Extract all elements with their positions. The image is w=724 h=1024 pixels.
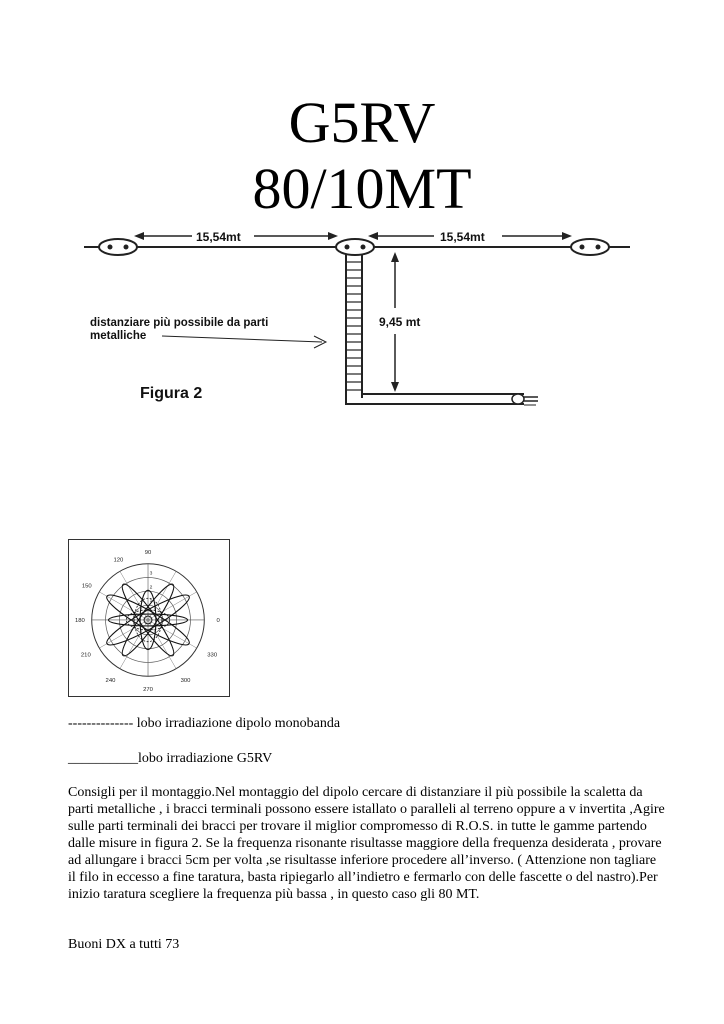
angle-label-120: 120 [113, 557, 124, 564]
right-length-label: 15,54mt [440, 230, 485, 244]
ladder-line [346, 254, 362, 398]
angle-label-300: 300 [180, 678, 191, 685]
right-insulator-icon [571, 239, 609, 255]
note-line1: distanziare più possibile da parti [90, 317, 269, 329]
center-insulator-icon [336, 239, 374, 255]
angle-label-150: 150 [81, 583, 92, 590]
legend-g5rv: __________lobo irradiazione G5RV [68, 751, 273, 766]
angle-label-0: 0 [216, 617, 220, 624]
figure-2-antenna-diagram [84, 222, 644, 522]
greeting: Buoni DX a tutti 73 [68, 937, 180, 952]
ladder-length-label: 9,45 mt [379, 315, 421, 329]
angle-label-270: 270 [143, 687, 153, 694]
angle-label-330: 330 [207, 652, 218, 659]
page-title-line2: 80/10MT [252, 156, 472, 221]
page-title-line1: G5RV [288, 90, 436, 155]
legend-monoband: -------------- lobo irradiazione dipolo monobanda [68, 716, 341, 731]
advice-paragraph: Consigli per il montaggio.Nel montaggio del dipolo cercare di distanziare il più possibile la scaletta da parti metalliche , i bracci terminali possono essere istallato o paralleli al terreno oppure a v invertita ,Agire sulle parti terminali dei bracci per trovare il miglior compromesso di R.O.S. in tutte le gamme partendo dalle misure in figura 2. Se la frequenza risonante risultasse maggiore della frequenza desiderata , provare ad allungare i bracci 5cm per volta ,se risultasse inferiore procedere all’inverso. ( Attenzione non tagliare il filo in eccesso a fine taratura, basta ripiegarlo all’indietro e fermarlo con delle fascette o del nastro).Per inizio taratura scegliere la frequenza più bassa , in questo caso gli 80 MT. [68, 785, 665, 902]
ring-label-2: 2 [149, 585, 153, 591]
angle-label-90: 90 [144, 549, 152, 556]
angle-label-210: 210 [80, 652, 91, 659]
figure-caption: Figura 2 [140, 385, 203, 402]
note-line2: metalliche [90, 330, 147, 342]
angle-label-180: 180 [74, 617, 85, 624]
ring-label-3: 3 [149, 571, 153, 577]
left-insulator-icon [99, 239, 137, 255]
radiation-pattern-diagram [68, 539, 230, 697]
angle-label-240: 240 [105, 678, 116, 685]
note-pointer-line [162, 336, 322, 342]
ring-label-1: 1 [149, 599, 153, 605]
coax-feedline [346, 394, 538, 405]
left-length-label: 15,54mt [196, 230, 241, 244]
